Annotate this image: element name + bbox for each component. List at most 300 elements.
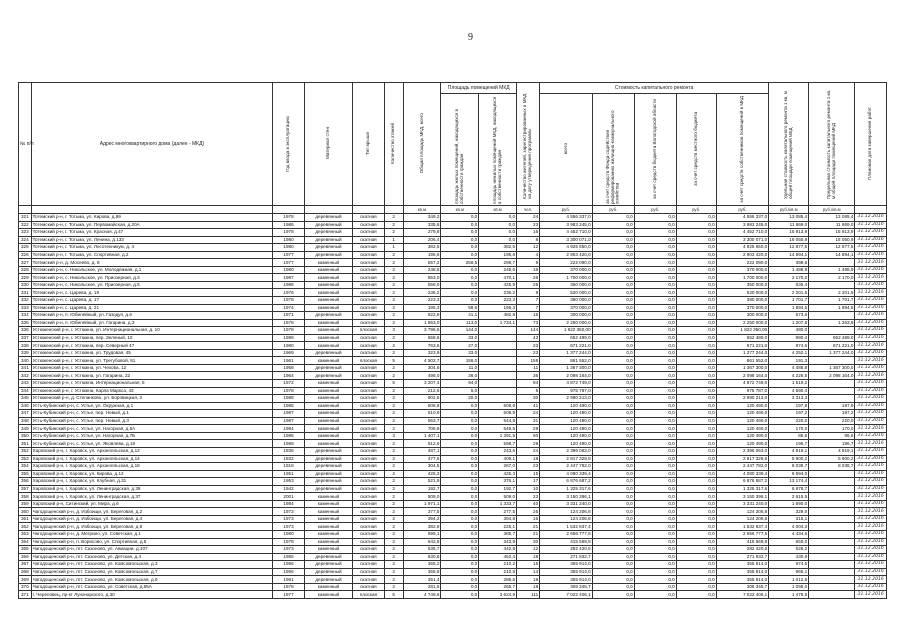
total-area-cell: 521,9: [403, 478, 441, 486]
cost-fund-cell: 0,0: [592, 470, 634, 478]
floors-cell: 2: [384, 530, 403, 538]
cost-regional-cell: 0,0: [634, 485, 676, 493]
residents-cell: 73: [517, 319, 540, 327]
cost-owners-cell: 415 569,8: [716, 538, 769, 546]
cost-local-cell: 0,0: [676, 500, 716, 508]
roof-type-cell: скатная: [353, 515, 385, 523]
row-number-cell: 352: [19, 447, 32, 455]
address-cell: Тотемский р-н, г. Тотьма, ул. Ленина, д.133: [31, 236, 273, 244]
address-cell: Чагодощенский р-н, пгт. Сазоново, ул. Советская, д.85А: [31, 583, 273, 591]
total-area-cell: 487,1: [403, 447, 441, 455]
unit-cost-cell: 12 877,5: [769, 244, 809, 252]
max-cost-cell: [809, 553, 855, 561]
cost-fund-cell: 0,0: [592, 297, 634, 305]
total-area-cell: 477,5: [403, 455, 441, 463]
unit-cell: кв.м: [403, 206, 441, 214]
total-area-cell: 382,8: [403, 523, 441, 531]
address-cell: Устюженский р-н, г. Устюжна, ул. Гагарина, 22: [31, 372, 273, 380]
floors-cell: 2: [384, 447, 403, 455]
nonresidential-area-cell: 243,6: [479, 447, 517, 455]
max-cost-cell: 196,7: [809, 440, 855, 448]
cost-owners-cell: 308 345,7: [716, 583, 769, 591]
cost-regional-cell: 0,0: [634, 425, 676, 433]
owned-area-cell: 0,0: [441, 576, 479, 584]
header-max-cost: Предельная стоимость капитального ремонта 1 кв. м общей площади помещений МКД: [809, 83, 855, 206]
table-row: [19, 455, 887, 463]
header-year: Год ввода в эксплуатацию: [273, 83, 305, 206]
table-row: [19, 214, 887, 222]
table-row: [19, 251, 887, 259]
deadline-cell: 31.12.2016: [855, 561, 887, 569]
deadline-cell: 31.12.2016: [855, 357, 887, 365]
unit-cost-cell: 2 201,5: [769, 289, 809, 297]
cost-regional-cell: 0,0: [634, 455, 676, 463]
wall-material-cell: каменный: [304, 357, 352, 365]
residents-cell: 18: [517, 583, 540, 591]
deadline-cell: 31.12.2016: [855, 425, 887, 433]
floors-cell: 2: [384, 576, 403, 584]
deadline-cell: 31.12.2016: [855, 402, 887, 410]
roof-type-cell: скатная: [353, 312, 385, 320]
roof-type-cell: скатная: [353, 372, 385, 380]
cost-regional-cell: 0,0: [634, 410, 676, 418]
year-built-cell: 1971: [273, 312, 305, 320]
deadline-cell: 31.12.2016: [855, 508, 887, 516]
cost-regional-cell: 0,0: [634, 327, 676, 335]
deadline-cell: 31.12.2016: [855, 364, 887, 372]
owned-area-cell: 0,0: [441, 455, 479, 463]
nonresidential-area-cell: 0,0: [479, 221, 517, 229]
year-built-cell: 1936: [273, 447, 305, 455]
max-cost-cell: 15 913,9: [809, 229, 855, 237]
row-number-cell: 324: [19, 236, 32, 244]
cost-fund-cell: 0,0: [592, 259, 634, 267]
roof-type-cell: скатная: [353, 349, 385, 357]
year-built-cell: 1973: [273, 523, 305, 531]
cost-total-cell: 861 552,0: [540, 357, 593, 365]
row-number-cell: 354: [19, 463, 32, 471]
cost-total-cell: 370 000,0: [540, 304, 593, 312]
floors-cell: 2: [384, 214, 403, 222]
total-area-cell: 1 971,1: [403, 500, 441, 508]
roof-type-cell: скатная: [353, 561, 385, 569]
year-built-cell: 1978: [273, 387, 305, 395]
deadline-cell: 31.12.2016: [855, 327, 887, 335]
cost-owners-cell: 3 150 396,1: [716, 493, 769, 501]
total-area-cell: 349,2: [403, 214, 441, 222]
deadline-cell: 31.12.2016: [855, 410, 887, 418]
roof-type-cell: скатная: [353, 380, 385, 388]
year-built-cell: 1974: [273, 304, 305, 312]
residents-cell: 21: [517, 523, 540, 531]
cost-regional-cell: 0,0: [634, 312, 676, 320]
cost-owners-cell: 4 925 650,0: [716, 244, 769, 252]
address-cell: Устюженский р-н, г. Устюжна, пер. Зеленый, 10: [31, 334, 273, 342]
table-row: [19, 440, 887, 448]
cost-owners-cell: 2 990 213,0: [716, 395, 769, 403]
year-built-cell: 1977: [273, 259, 305, 267]
total-area-cell: 708,9: [403, 425, 441, 433]
cost-owners-cell: 520 000,0: [716, 289, 769, 297]
cost-owners-cell: 124 206,8: [716, 515, 769, 523]
unit-cost-cell: 398,6: [769, 259, 809, 267]
cost-owners-cell: 120 490,0: [716, 440, 769, 448]
cost-local-cell: 0,0: [676, 463, 716, 471]
cost-fund-cell: 0,0: [592, 568, 634, 576]
cost-owners-cell: 2 903 420,0: [716, 251, 769, 259]
nonresidential-area-cell: 265,7: [479, 583, 517, 591]
floors-cell: 2: [384, 417, 403, 425]
cost-local-cell: 0,0: [676, 591, 716, 599]
repair-program-table: [18, 82, 887, 599]
wall-material-cell: каменный: [304, 266, 352, 274]
year-built-cell: 1978: [273, 214, 305, 222]
floors-cell: 2: [384, 561, 403, 569]
row-number-cell: 362: [19, 523, 32, 531]
total-area-cell: 3 207,4: [403, 380, 441, 388]
year-built-cell: 1978: [273, 583, 305, 591]
cost-owners-cell: 671 221,0: [716, 342, 769, 350]
total-area-cell: 195,6: [403, 251, 441, 259]
floors-cell: 2: [384, 538, 403, 546]
unit-cost-cell: 2 170,0: [769, 274, 809, 282]
cost-fund-cell: 0,0: [592, 387, 634, 395]
wall-material-cell: каменный: [304, 281, 352, 289]
deadline-cell: 31.12.2016: [855, 463, 887, 471]
wall-material-cell: каменный: [304, 538, 352, 546]
unit-cost-cell: 1 488,9: [769, 266, 809, 274]
max-cost-cell: [809, 538, 855, 546]
table-row: [19, 576, 887, 584]
cost-regional-cell: 0,0: [634, 447, 676, 455]
header-cost-fund: за счет средств Фонда содействия реформированию жилищно-коммунального хозяйства: [592, 94, 634, 206]
total-area-cell: 763,6: [403, 342, 441, 350]
table-row: [19, 478, 887, 486]
address-cell: Усть-Кубинский р-н, с. Устье, ул. Нагорная, д.5А: [31, 425, 273, 433]
year-built-cell: 1987: [273, 417, 305, 425]
owned-area-cell: 0,0: [441, 478, 479, 486]
owned-area-cell: 0,0: [441, 410, 479, 418]
year-built-cell: 1987: [273, 274, 305, 282]
cost-owners-cell: 370 000,0: [716, 266, 769, 274]
cost-fund-cell: 0,0: [592, 266, 634, 274]
owned-area-cell: 0,0: [441, 274, 479, 282]
max-cost-cell: [809, 508, 855, 516]
owned-area-cell: 0,0: [441, 447, 479, 455]
owned-area-cell: 0,0: [441, 463, 479, 471]
wall-material-cell: каменный: [304, 591, 352, 599]
total-area-cell: 377,5: [403, 508, 441, 516]
wall-material-cell: деревянный: [304, 455, 352, 463]
total-area-cell: 612,6: [403, 440, 441, 448]
nonresidential-area-cell: 394,8: [479, 515, 517, 523]
address-cell: Харовский р-н, г. Харовск, ул. Архангельская, д.18: [31, 463, 273, 471]
unit-cost-cell: 1 012,8: [769, 576, 809, 584]
wall-material-cell: деревянный: [304, 447, 352, 455]
year-built-cell: 1978: [273, 538, 305, 546]
cost-fund-cell: 0,0: [592, 425, 634, 433]
year-built-cell: 1977: [273, 591, 305, 599]
nonresidential-area-cell: 385,7: [479, 530, 517, 538]
year-built-cell: 1942: [273, 485, 305, 493]
roof-type-cell: скатная: [353, 319, 385, 327]
year-built-cell: 1980: [273, 530, 305, 538]
cost-fund-cell: 0,0: [592, 591, 634, 599]
owned-area-cell: 0,0: [441, 500, 479, 508]
address-cell: Тотемский р-н, с. Царева, д. 19: [31, 289, 273, 297]
nonresidential-area-cell: 0,0: [479, 236, 517, 244]
wall-material-cell: деревянный: [304, 478, 352, 486]
address-cell: Чагодощенский р-н, пгт. Сазоново, ул. Комсомольская, д.7: [31, 568, 273, 576]
cost-owners-cell: 355 914,0: [716, 561, 769, 569]
address-cell: Устюженский р-н, г. Устюжна, Карла Маркса, 43: [31, 387, 273, 395]
floors-cell: 2: [384, 312, 403, 320]
residents-cell: 17: [517, 478, 540, 486]
residents-cell: 9: [517, 289, 540, 297]
wall-material-cell: каменный: [304, 402, 352, 410]
cost-owners-cell: 2 447 782,0: [716, 463, 769, 471]
max-cost-cell: [809, 493, 855, 501]
total-area-cell: 192,7: [403, 485, 441, 493]
deadline-cell: 31.12.2016: [855, 319, 887, 327]
address-cell: Устюженский р-н, г. Устюжна, ул. Трегубовой, 51: [31, 357, 273, 365]
nonresidential-area-cell: 544,8: [479, 417, 517, 425]
table-row: [19, 417, 887, 425]
cost-local-cell: 0,0: [676, 515, 716, 523]
deadline-cell: 31.12.2016: [855, 281, 887, 289]
owned-area-cell: 0,0: [441, 485, 479, 493]
year-built-cell: 1989: [273, 334, 305, 342]
roof-type-cell: скатная: [353, 546, 385, 554]
deadline-cell: 31.12.2016: [855, 470, 887, 478]
address-cell: Устюженский р-н, г. Устюжна, пер. Северный 47: [31, 342, 273, 350]
cost-fund-cell: 0,0: [592, 251, 634, 259]
floors-cell: 2: [384, 493, 403, 501]
cost-owners-cell: 120 490,0: [716, 417, 769, 425]
nonresidential-area-cell: 608,9: [479, 410, 517, 418]
cost-owners-cell: 6 876 687,2: [716, 478, 769, 486]
total-area-cell: 425,3: [403, 470, 441, 478]
cost-local-cell: 0,0: [676, 470, 716, 478]
cost-regional-cell: 0,0: [634, 380, 676, 388]
nonresidential-area-cell: 195,3: [479, 304, 517, 312]
cost-total-cell: 120 490,0: [540, 417, 593, 425]
cost-fund-cell: 0,0: [592, 432, 634, 440]
floors-cell: 2: [384, 583, 403, 591]
address-cell: Чагодощенский р-н, пгт. Сазоново, ул. Авиации, д.107: [31, 546, 273, 554]
unit-cost-cell: 1 894,5: [769, 304, 809, 312]
cost-owners-cell: 1 325 317,6: [716, 485, 769, 493]
nonresidential-area-cell: 482,8: [479, 312, 517, 320]
deadline-cell: 31.12.2016: [855, 349, 887, 357]
header-address: Адрес многоквартирного дома (далее - МКД): [31, 83, 273, 206]
floors-cell: 2: [384, 440, 403, 448]
floors-cell: 2: [384, 304, 403, 312]
wall-material-cell: каменный: [304, 342, 352, 350]
max-cost-cell: [809, 530, 855, 538]
address-cell: Харовский р-н, г. Харовск, ул. Кирова, д.12: [31, 470, 273, 478]
owned-area-cell: 94,0: [441, 380, 479, 388]
cost-owners-cell: 4 452 710,0: [716, 229, 769, 237]
year-built-cell: 1985: [273, 432, 305, 440]
floors-cell: 2: [384, 372, 403, 380]
max-cost-cell: [809, 515, 855, 523]
unit-cost-cell: 4 004,3: [769, 523, 809, 531]
wall-material-cell: деревянный: [304, 568, 352, 576]
cost-fund-cell: 0,0: [592, 319, 634, 327]
cost-regional-cell: 0,0: [634, 372, 676, 380]
owned-area-cell: 0,0: [441, 546, 479, 554]
cost-fund-cell: 0,0: [592, 530, 634, 538]
cost-local-cell: 0,0: [676, 266, 716, 274]
cost-local-cell: 0,0: [676, 523, 716, 531]
deadline-cell: 31.12.2016: [855, 395, 887, 403]
cost-total-cell: 3 331 240,0: [540, 500, 593, 508]
table-row: [19, 266, 887, 274]
floors-cell: 2: [384, 410, 403, 418]
unit-cost-cell: 874,6: [769, 342, 809, 350]
cost-local-cell: 0,0: [676, 251, 716, 259]
row-number-cell: 369: [19, 576, 32, 584]
row-number-cell: 338: [19, 342, 32, 350]
cost-fund-cell: 0,0: [592, 244, 634, 252]
cost-owners-cell: 1 367 300,0: [716, 364, 769, 372]
cost-owners-cell: 1 700 000,0: [716, 274, 769, 282]
row-number-cell: 360: [19, 508, 32, 516]
wall-material-cell: деревянный: [304, 576, 352, 584]
address-cell: Тотемский р-н, с. Царева, д. 21: [31, 304, 273, 312]
table-row: [19, 364, 887, 372]
nonresidential-area-cell: 225,1: [479, 523, 517, 531]
floors-cell: 2: [384, 463, 403, 471]
nonresidential-area-cell: 343,9: [479, 538, 517, 546]
residents-cell: 23: [517, 221, 540, 229]
cost-fund-cell: 0,0: [592, 342, 634, 350]
nonresidential-area-cell: 210,2: [479, 561, 517, 569]
cost-fund-cell: 0,0: [592, 440, 634, 448]
table-row: [19, 395, 887, 403]
cost-total-cell: 124 206,8: [540, 515, 593, 523]
roof-type-cell: скатная: [353, 364, 385, 372]
owned-area-cell: 0,0: [441, 297, 479, 305]
total-area-cell: 223,3: [403, 297, 441, 305]
cost-fund-cell: 0,0: [592, 349, 634, 357]
max-cost-cell: 2 201,5: [809, 289, 855, 297]
owned-area-cell: 158,0: [441, 357, 479, 365]
total-area-cell: 509,0: [403, 493, 441, 501]
floors-cell: 2: [384, 251, 403, 259]
cost-fund-cell: 0,0: [592, 485, 634, 493]
owned-area-cell: 5,0: [441, 387, 479, 395]
owned-area-cell: 0,0: [441, 221, 479, 229]
wall-material-cell: деревянный: [304, 221, 352, 229]
table-row: [19, 583, 887, 591]
cost-owners-cell: 120 490,0: [716, 432, 769, 440]
wall-material-cell: каменный: [304, 327, 352, 335]
max-cost-cell: [809, 327, 855, 335]
cost-total-cell: 3 983 245,0: [540, 221, 593, 229]
deadline-cell: 31.12.2016: [855, 478, 887, 486]
cost-owners-cell: 271 832,7: [716, 553, 769, 561]
cost-total-cell: 1 367 300,0: [540, 364, 593, 372]
roof-type-cell: скатная: [353, 523, 385, 531]
header-num: № п/п: [19, 83, 32, 206]
cost-total-cell: 308 345,7: [540, 583, 593, 591]
row-number-cell: 351: [19, 440, 32, 448]
cost-local-cell: 0,0: [676, 410, 716, 418]
cost-total-cell: 1 700 000,0: [540, 274, 593, 282]
address-cell: Усть-Кубинский р-н, с. Устье, ул. Нагорная, д.7Б: [31, 432, 273, 440]
unit-cell: руб./кв.м: [809, 206, 855, 214]
roof-type-cell: скатная: [353, 500, 385, 508]
owned-area-cell: 0,0: [441, 538, 479, 546]
table-row: [19, 410, 887, 418]
max-cost-cell: [809, 478, 855, 486]
nonresidential-area-cell: 0,0: [479, 229, 517, 237]
floors-cell: 2: [384, 515, 403, 523]
table-row: [19, 530, 887, 538]
row-number-cell: 336: [19, 327, 32, 335]
row-number-cell: 358: [19, 493, 32, 501]
nonresidential-area-cell: 248,5: [479, 266, 517, 274]
cost-regional-cell: 0,0: [634, 349, 676, 357]
roof-type-cell: скатная: [353, 538, 385, 546]
row-number-cell: 321: [19, 214, 32, 222]
deadline-cell: 31.12.2016: [855, 221, 887, 229]
wall-material-cell: каменный: [304, 304, 352, 312]
wall-material-cell: деревянный: [304, 214, 352, 222]
total-area-cell: 4 749,6: [403, 591, 441, 599]
roof-type-cell: скатная: [353, 395, 385, 403]
floors-cell: 5: [384, 380, 403, 388]
nonresidential-area-cell: [479, 387, 517, 395]
address-cell: Чагодощенский р-н, д. Избоищи, ул. Береговая, д.2: [31, 508, 273, 516]
cost-total-cell: 2 098 164,0: [540, 372, 593, 380]
residents-cell: 7: [517, 304, 540, 312]
cost-local-cell: 0,0: [676, 357, 716, 365]
unit-cost-cell: 990,4: [769, 334, 809, 342]
cost-fund-cell: 0,0: [592, 410, 634, 418]
cost-total-cell: 120 490,0: [540, 410, 593, 418]
cost-total-cell: 520 000,0: [540, 289, 593, 297]
cost-regional-cell: 0,0: [634, 334, 676, 342]
cost-local-cell: 0,0: [676, 349, 716, 357]
max-cost-cell: [809, 387, 855, 395]
total-area-cell: 323,9: [403, 349, 441, 357]
cost-local-cell: 0,0: [676, 327, 716, 335]
row-number-cell: 326: [19, 251, 32, 259]
nonresidential-area-cell: 3 624,9: [479, 591, 517, 599]
cost-fund-cell: 0,0: [592, 312, 634, 320]
residents-cell: 29: [517, 425, 540, 433]
owned-area-cell: 0,0: [441, 515, 479, 523]
owned-area-cell: 0,0: [441, 530, 479, 538]
cost-total-cell: 7 022 406,1: [540, 591, 593, 599]
cost-owners-cell: 120 490,0: [716, 402, 769, 410]
nonresidential-area-cell: 1 734,1: [479, 319, 517, 327]
cost-fund-cell: 0,0: [592, 334, 634, 342]
total-area-cell: 3 796,5: [403, 327, 441, 335]
unit-cost-cell: 6 878,7: [769, 485, 809, 493]
nonresidential-area-cell: 608,8: [479, 402, 517, 410]
address-cell: Усть-Кубинский р-н, с. Устье, ул. Яковлева, д.19: [31, 440, 273, 448]
table-row: [19, 538, 887, 546]
row-number-cell: 367: [19, 561, 32, 569]
cost-owners-cell: 370 000,0: [716, 304, 769, 312]
roof-type-cell: скатная: [353, 251, 385, 259]
floors-cell: 3: [384, 432, 403, 440]
unit-cost-cell: 480,0: [769, 327, 809, 335]
